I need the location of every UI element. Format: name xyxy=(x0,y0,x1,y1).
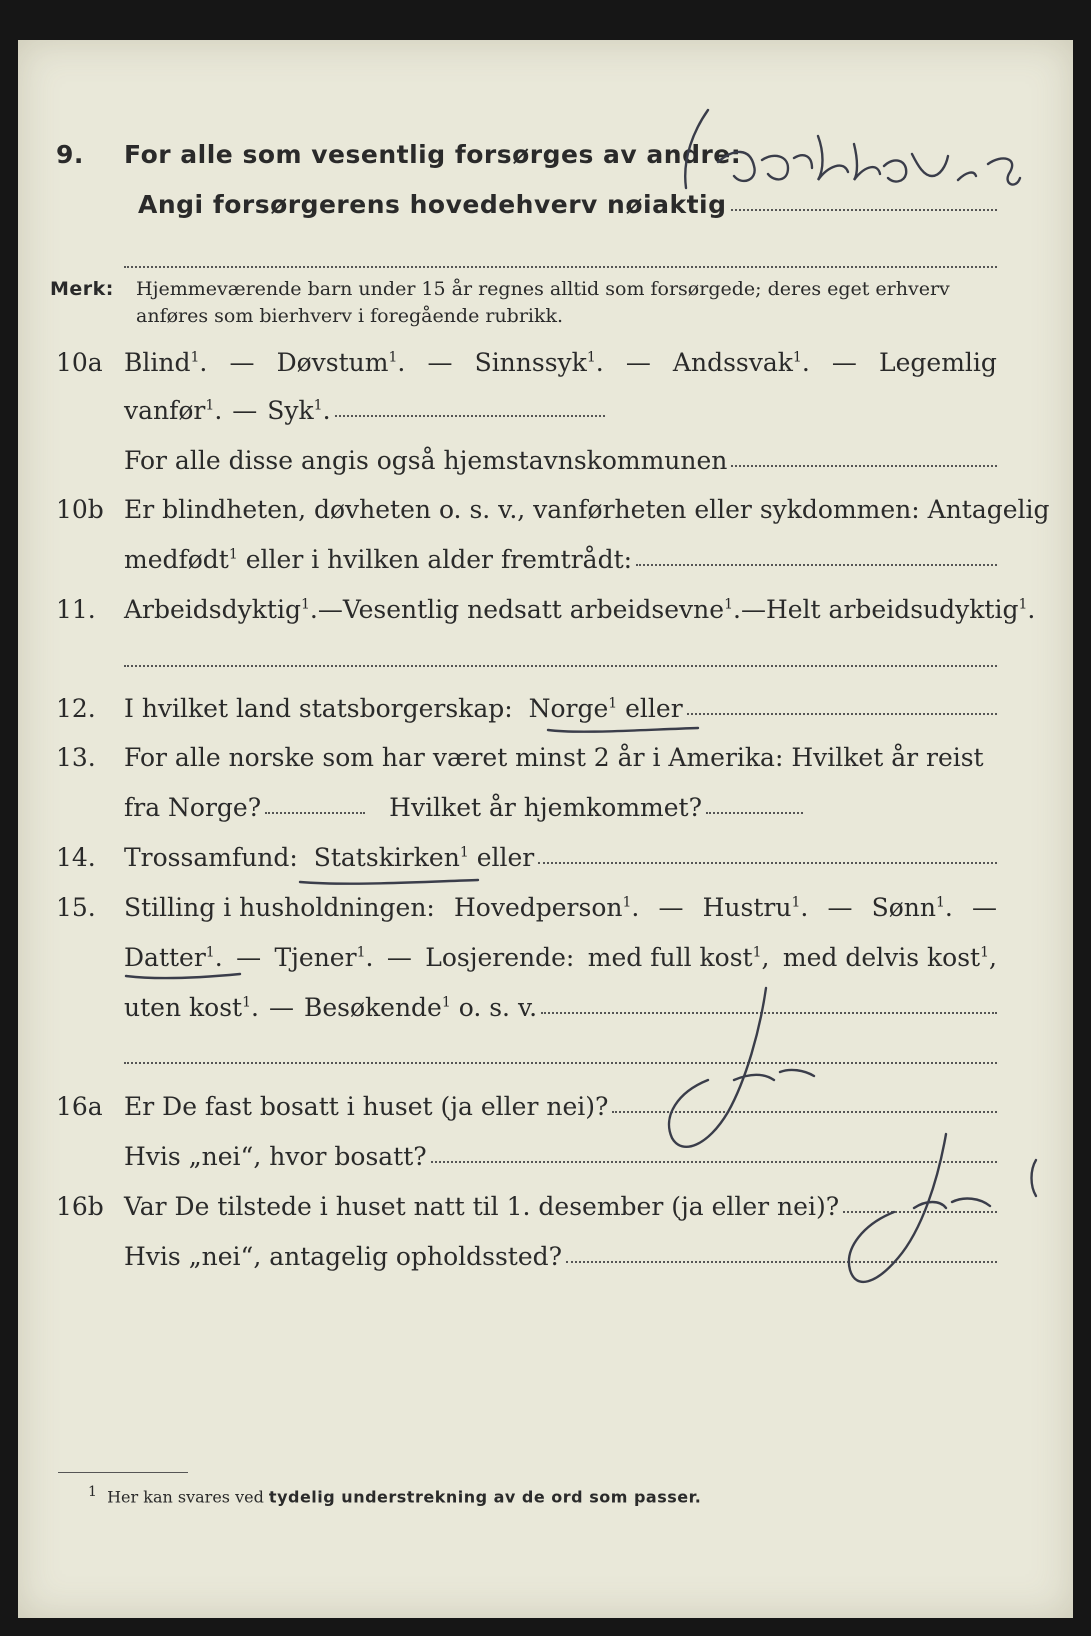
q10a-options-1: Blind$^1$. — Døvstum$^1$. — Sinnssyk$^1$. — Andssvak$^1$. — Legemlig xyxy=(124,348,997,377)
q15-extra-answer-line[interactable] xyxy=(124,1062,997,1064)
q9-number: 9. xyxy=(56,140,84,169)
q10a-line3 xyxy=(18,446,1073,486)
q16b-text1: Var De tilstede i huset natt til 1. desember (ja eller nei)? xyxy=(124,1192,997,1221)
footnote xyxy=(88,1484,701,1506)
option-blind[interactable]: Blind$^1$. xyxy=(124,348,208,377)
q9-question-2: Angi forsørgerens hovedehverv nøiaktig xyxy=(138,190,727,219)
merk-label: Merk: xyxy=(50,278,114,300)
q9-line2 xyxy=(18,190,1073,230)
q16b-place-line[interactable] xyxy=(566,1260,997,1263)
option-syk[interactable]: Syk$^1$. xyxy=(267,396,331,425)
option-andssvak[interactable]: Andssvak$^1$. xyxy=(672,348,810,377)
option-legemlig[interactable]: Legemlig xyxy=(879,348,997,377)
footnote-emphasis: tydelig understrekning av de ord som passer. xyxy=(268,1487,702,1507)
q15-line3 xyxy=(18,993,1073,1033)
option-besokende[interactable]: Besøkende$^1$ xyxy=(303,993,451,1022)
q16b-number: 16b xyxy=(56,1192,104,1221)
q14-line xyxy=(18,843,1073,883)
q13-year-left-line[interactable] xyxy=(265,811,365,814)
q14-number: 14. xyxy=(56,843,96,872)
option-arbeidsdyktig[interactable]: Arbeidsdyktig$^1$. xyxy=(124,595,318,624)
footnote-text: Her kan svares ved xyxy=(107,1487,264,1507)
q13-text2: fra Norge? Hvilket år hjemkommet? xyxy=(124,793,803,822)
q15-text2: Datter$^1$. — Tjener$^1$. — Losjerende: med full kost$^1$, med delvis kost$^1$, xyxy=(124,943,997,972)
q10a-number: 10a xyxy=(56,348,103,377)
option-hustru[interactable]: Hustru$^1$. xyxy=(702,893,809,922)
q10b-text2: medfødt$^1$ eller i hvilken alder fremtrådt: xyxy=(124,545,997,574)
q16a-text2: Hvis „nei“, hvor bosatt? xyxy=(124,1142,997,1171)
q16b-line2 xyxy=(18,1242,1073,1282)
q16a-answer-line[interactable] xyxy=(612,1110,997,1113)
option-full-kost[interactable]: med full kost$^1$, xyxy=(587,943,770,972)
q10a-hometown-line[interactable] xyxy=(731,464,997,467)
q14-text: Trossamfund: Statskirken$^1$ eller xyxy=(124,843,997,872)
q12-number: 12. xyxy=(56,694,96,723)
q16a-where-line[interactable] xyxy=(431,1160,997,1163)
merk-line2 xyxy=(18,305,1073,345)
q13-text1: For alle norske som har været minst 2 år i Amerika: Hvilket år reist xyxy=(124,743,984,772)
merk-text1: Hjemmeværende barn under 15 år regnes alltid som forsørgede; deres eget erhverv xyxy=(136,278,950,300)
q13-line1 xyxy=(18,743,1073,783)
option-sinnssyk[interactable]: Sinnssyk$^1$. xyxy=(474,348,604,377)
q16a-number: 16a xyxy=(56,1092,103,1121)
q10b-text1: Er blindheten, døvheten o. s. v., vanførheten eller sykdommen: Antagelig xyxy=(124,495,1050,524)
q10a-line1 xyxy=(18,348,1073,388)
q15-text3: uten kost$^1$. — Besøkende$^1$ o. s. v. xyxy=(124,993,997,1022)
q16a-line1 xyxy=(18,1092,1073,1132)
option-nedsatt[interactable]: Vesentlig nedsatt arbeidsevne$^1$. xyxy=(342,595,741,624)
q13-year-return-line[interactable] xyxy=(706,811,803,814)
q10b-line2 xyxy=(18,545,1073,585)
q10b-number: 10b xyxy=(56,495,104,524)
option-dovstum[interactable]: Døvstum$^1$. xyxy=(276,348,406,377)
q9-text2 xyxy=(138,190,997,219)
census-form-page xyxy=(18,40,1073,1618)
q9-answer-line[interactable] xyxy=(731,208,997,211)
q11-answer-line[interactable] xyxy=(124,665,997,667)
q10a-options-2: vanfør$^1$. — Syk$^1$. xyxy=(124,396,605,425)
q16b-text2: Hvis „nei“, antagelig opholdssted? xyxy=(124,1242,997,1271)
q16b-answer-line[interactable] xyxy=(843,1210,997,1213)
option-delvis-kost[interactable]: med delvis kost$^1$, xyxy=(782,943,997,972)
q11-options: Arbeidsdyktig$^1$. — Vesentlig nedsatt arbeidsevne$^1$. — Helt arbeidsudyktig$^1$. xyxy=(124,595,1036,624)
option-medfodt[interactable]: medfødt$^1$ xyxy=(124,545,238,574)
q16b-line1 xyxy=(18,1192,1073,1232)
option-vanfor[interactable]: vanfør$^1$. xyxy=(124,396,223,425)
option-datter[interactable]: Datter$^1$. xyxy=(124,943,223,972)
q13-line2 xyxy=(18,793,1073,833)
q10a-answer-line[interactable] xyxy=(335,414,605,417)
q10b-answer-line[interactable] xyxy=(636,563,997,566)
q10a-hometown: For alle disse angis også hjemstavnskommunen xyxy=(124,446,997,475)
q9-text1 xyxy=(124,140,997,169)
q12-answer-line[interactable] xyxy=(687,712,997,715)
q15-text1: Stilling i husholdningen: Hovedperson$^1$. — Hustru$^1$. — Sønn$^1$. — xyxy=(124,893,997,922)
option-tjener[interactable]: Tjener$^1$. xyxy=(274,943,374,972)
option-sonn[interactable]: Sønn$^1$. xyxy=(871,893,953,922)
q16a-text1: Er De fast bosatt i huset (ja eller nei)? xyxy=(124,1092,997,1121)
option-statskirken[interactable]: Statskirken$^1$ xyxy=(313,843,469,872)
q12-line xyxy=(18,694,1073,734)
option-norge[interactable]: Norge$^1$ xyxy=(528,694,618,723)
q10b-line1 xyxy=(18,495,1073,535)
q15-line1 xyxy=(18,893,1073,933)
q15-answer-line[interactable] xyxy=(541,1011,997,1014)
q11-number: 11. xyxy=(56,595,96,624)
q14-answer-line[interactable] xyxy=(538,861,997,864)
footnote-mark: 1 xyxy=(88,1484,97,1500)
q13-number: 13. xyxy=(56,743,96,772)
option-udyktig[interactable]: Helt arbeidsudyktig$^1$. xyxy=(765,595,1036,624)
q16a-line2 xyxy=(18,1142,1073,1182)
q12-text: I hvilket land statsborgerskap: Norge$^1$ eller xyxy=(124,694,997,723)
q9-line1 xyxy=(18,140,1073,180)
q11-line xyxy=(18,595,1073,635)
q9-extra-answer-line[interactable] xyxy=(124,266,997,268)
q15-number: 15. xyxy=(56,893,96,922)
q10a-line2 xyxy=(18,396,1073,436)
option-hovedperson[interactable]: Hovedperson$^1$. xyxy=(453,893,640,922)
merk-text2: anføres som bierhverv i foregående rubrikk. xyxy=(136,305,564,327)
option-uten-kost[interactable]: uten kost$^1$. xyxy=(124,993,259,1022)
footnote-rule xyxy=(58,1472,188,1473)
q15-line2 xyxy=(18,943,1073,983)
q9-question: For alle som vesentlig forsørges av andre: xyxy=(124,140,742,169)
